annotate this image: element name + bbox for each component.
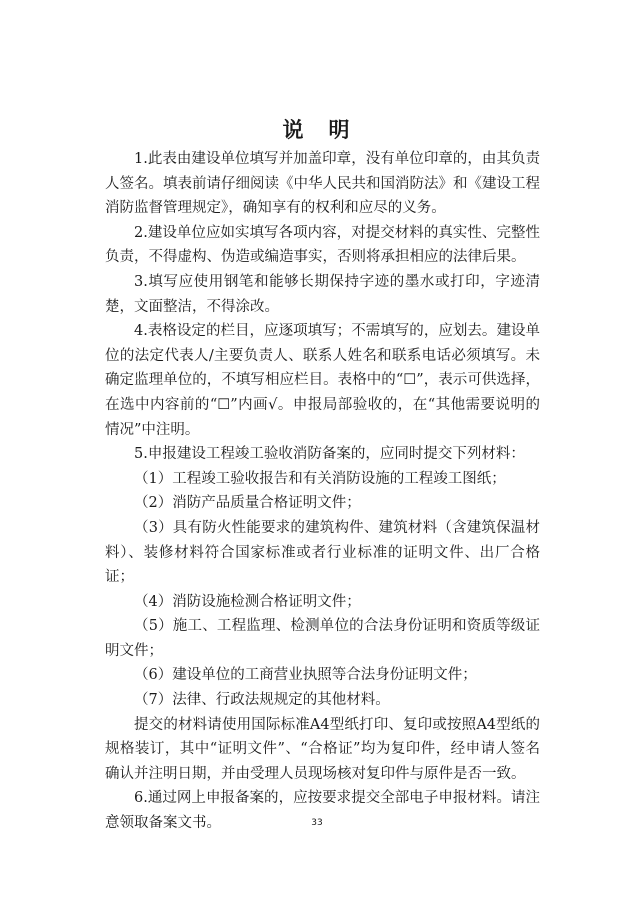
list-item: （6）建设单位的工商营业执照等合法身份证明文件；: [134, 667, 477, 684]
paragraph-3: 3.填写应使用钢笔和能够长期保持字迹的墨水或打印，字迹清楚，文面整洁，不得涂改。: [105, 273, 540, 315]
materials-note: 提交的材料请使用国际标准A4型纸打印、复印或按照A4型纸的规格装订，其中“证明文件”、“合格证”均为复印件，经申请人签名确认并注明日期，并由受理人员现场核对复印件与原件是否一致。: [105, 716, 540, 782]
list-item: （2）消防产品质量合格证明文件；: [134, 495, 361, 512]
paragraph-5: 5.申报建设工程竣工验收消防备案的，应同时提交下列材料：: [134, 446, 525, 463]
page-title: 说 明: [282, 117, 352, 142]
instructions-body: [105, 147, 540, 836]
list-item: （7）法律、行政法规规定的其他材料。: [134, 692, 390, 709]
paragraph-4: 4.表格设定的栏目，应逐项填写；不需填写的，应划去。建设单位的法定代表人/主要负责人、联系人姓名和联系电话必须填写。未确定监理单位的，不填写相应栏目。表格中的“☐”，表示可供选择，在选中内容前的“☐”内画√。申报局部验收的，在“其他需要说明的情况”中注明。: [105, 323, 540, 438]
list-item: （4）消防设施检测合格证明文件；: [134, 593, 361, 610]
list-item: （5）施工、工程监理、检测单位的合法身份证明和资质等级证明文件；: [105, 618, 540, 659]
page-number: 33: [311, 818, 323, 828]
paragraph-6: 6.通过网上申报备案的，应按要求提交全部电子申报材料。请注意领取备案文书。: [105, 790, 540, 832]
paragraph-1: 1.此表由建设单位填写并加盖印章，没有单位印章的，由其负责人签名。填表前请仔细阅读《中华人民共和国消防法》和《建设工程消防监督管理规定》，确知享有的权利和应尽的义务。: [105, 151, 540, 217]
paragraph-2: 2.建设单位应如实填写各项内容，对提交材料的真实性、完整性负责，不得虚构、伪造或编造事实，否则将承担相应的法律后果。: [105, 224, 540, 266]
list-item: （3）具有防火性能要求的建筑构件、建筑材料（含建筑保温材料）、装修材料符合国家标准或者行业标准的证明文件、出厂合格证；: [105, 519, 540, 586]
list-item: （1）工程竣工验收报告和有关消防设施的工程竣工图纸；: [134, 470, 506, 487]
